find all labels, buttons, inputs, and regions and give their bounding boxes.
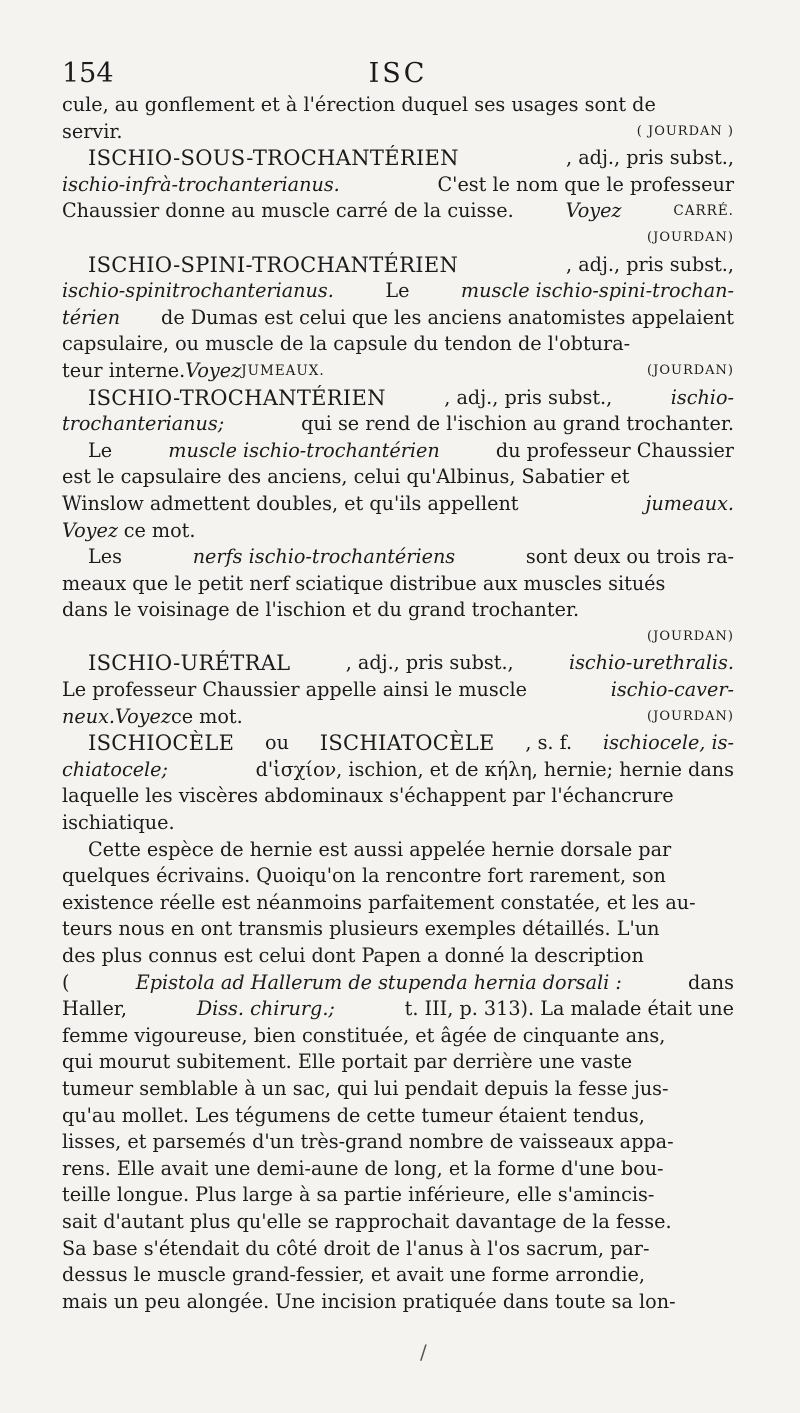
text-line	[62, 385, 734, 412]
text-segment: Diss. chirurg.;	[196, 997, 335, 1021]
text-line	[62, 597, 734, 624]
text-line	[62, 1023, 734, 1050]
text-line	[62, 145, 734, 172]
text-segment: (	[62, 970, 70, 994]
text-line	[62, 518, 734, 545]
text-segment: Voyez	[115, 704, 171, 728]
text-segment: Winslow admettent doubles, et qu'ils appellent	[62, 491, 519, 515]
text-segment: mais un peu alongée. Une incision pratiquée dans toute sa lon-	[62, 1289, 676, 1313]
text-segment: Le	[88, 438, 113, 462]
text-line	[62, 411, 734, 438]
text-segment: Voyez	[62, 518, 118, 542]
text-segment: muscle ischio-spini-trochan-	[460, 279, 734, 303]
text-segment: ce mot.	[123, 518, 196, 542]
text-line	[62, 677, 734, 704]
entry-headword: ISCHIATOCÈLE	[319, 731, 495, 756]
text-segment: existence réelle est néanmoins parfaitement constatée, et les au-	[62, 890, 696, 914]
text-segment: lisses, et parsemés d'un très-grand nombre de vaisseaux appa-	[62, 1130, 674, 1154]
text-line	[62, 730, 734, 757]
text-line	[62, 92, 734, 119]
page-header	[62, 58, 734, 92]
author-signature: (JOURDAN)	[647, 362, 734, 378]
text-segment: Sa base s'étendait du côté droit de l'anus à l'os sacrum, par-	[62, 1236, 650, 1260]
text-segment: ischio-infrà-trochanterianus.	[62, 172, 340, 196]
entry-headword: ISCHIO-TROCHANTÉRIEN	[88, 385, 386, 410]
text-segment: ou	[265, 731, 289, 755]
text-segment: meaux que le petit nerf sciatique distribue aux muscles situés	[62, 571, 666, 595]
text-line	[62, 624, 734, 651]
text-segment: Chaussier donne au muscle carré de la cuisse.	[62, 199, 514, 223]
text-segment: de Dumas est celui que les anciens anatomistes appelaient	[161, 305, 734, 329]
text-line	[62, 1209, 734, 1236]
text-segment: chiatocele;	[62, 757, 168, 781]
text-line	[62, 1182, 734, 1209]
text-line	[62, 1076, 734, 1103]
dictionary-text-body	[62, 92, 734, 1315]
text-segment: térien	[62, 305, 121, 329]
text-segment: jumeaux.	[645, 491, 734, 515]
text-segment: ischio-caver-	[610, 678, 734, 702]
text-line	[62, 571, 734, 598]
text-segment: ischio-spinitrochanterianus.	[62, 279, 334, 303]
text-segment: dans le voisinage de l'ischion et du grand trochanter.	[62, 598, 580, 622]
text-segment: ischio-	[670, 385, 734, 409]
text-line	[62, 916, 734, 943]
text-line	[62, 996, 734, 1023]
entry-headword: ISCHIOCÈLE	[88, 731, 235, 756]
text-segment: tumeur semblable à un sac, qui lui pendait depuis la fesse jus-	[62, 1076, 669, 1100]
text-segment: nerfs ischio-trochantériens	[192, 545, 456, 569]
text-segment: C'est le nom que le professeur	[437, 172, 734, 196]
text-line	[62, 1049, 734, 1076]
text-segment: JUMEAUX.	[241, 362, 325, 379]
text-segment: , adj., pris subst.,	[566, 252, 734, 276]
text-line	[62, 358, 734, 385]
text-segment: Epistola ad Hallerum de stupenda hernia dorsali :	[135, 970, 622, 994]
text-segment: CARRÉ.	[673, 203, 734, 220]
text-segment: qui mourut subitement. Elle portait par derrière une vaste	[62, 1050, 633, 1074]
text-segment: sait d'autant plus qu'elle se rapprochait davantage de la fesse.	[62, 1209, 672, 1233]
text-line	[62, 890, 734, 917]
text-segment: dessus le muscle grand-fessier, et avait une forme arrondie,	[62, 1263, 645, 1287]
text-segment: qui se rend de l'ischion au grand trochanter.	[301, 412, 734, 436]
entry-headword: ISCHIO-SOUS-TROCHANTÉRIEN	[88, 146, 459, 171]
text-segment: ischio-urethralis.	[568, 651, 734, 675]
text-line	[62, 783, 734, 810]
text-line	[62, 757, 734, 784]
entry-headword: ISCHIO-URÉTRAL	[88, 651, 291, 676]
text-segment: , adj., pris subst.,	[566, 146, 734, 170]
text-line	[62, 1156, 734, 1183]
text-segment: Voyez	[185, 358, 242, 382]
text-segment: qu'au mollet. Les tégumens de cette tumeur étaient tendus,	[62, 1103, 645, 1127]
text-segment: t. III, p. 313). La malade était une	[404, 997, 734, 1021]
author-signature: (JOURDAN)	[647, 229, 734, 245]
page-mark: /	[420, 1340, 427, 1364]
text-line	[62, 278, 734, 305]
text-segment: du professeur Chaussier	[495, 438, 734, 462]
text-line	[62, 252, 734, 279]
text-segment: trochanterianus;	[62, 412, 225, 436]
text-segment: d'ἰσχίον, ischion, et de κήλη, hernie; hernie dans	[255, 757, 734, 781]
text-segment: servir.	[62, 119, 123, 143]
text-segment: muscle ischio-trochantérien	[168, 438, 440, 462]
text-segment: ischiatique.	[62, 811, 175, 835]
text-segment: laquelle les viscères abdominaux s'échappent par l'échancrure	[62, 784, 674, 808]
text-segment: des plus connus est celui dont Papen a donné la description	[62, 944, 644, 967]
text-segment: cule, au gonflement et à l'érection duquel ses usages sont de	[62, 93, 656, 116]
text-line	[62, 650, 734, 677]
text-line	[62, 943, 734, 970]
text-segment: quelques écrivains. Quoiqu'on la rencontre fort rarement, son	[62, 864, 666, 888]
text-segment: teurs nous en ont transmis plusieurs exemples détaillés. L'un	[62, 917, 660, 941]
text-segment: teur interne.	[62, 358, 186, 382]
text-segment: Voyez	[565, 199, 622, 223]
page-number: 154	[62, 58, 114, 89]
text-line	[62, 225, 734, 252]
text-segment: est le capsulaire des anciens, celui qu'Albinus, Sabatier et	[62, 465, 630, 489]
running-head: ISC	[368, 58, 428, 89]
text-segment: rens. Elle avait une demi-aune de long, et la forme d'une bou-	[62, 1156, 664, 1180]
text-segment: , s. f.	[525, 731, 573, 755]
text-segment: , adj., pris subst.,	[345, 651, 514, 675]
text-line	[62, 1262, 734, 1289]
text-segment: ce mot.	[170, 704, 243, 728]
text-segment: neux.	[62, 704, 115, 728]
text-line	[62, 464, 734, 491]
text-line	[62, 172, 734, 199]
text-line	[62, 305, 734, 332]
text-segment: sont deux ou trois ra-	[525, 545, 734, 569]
text-line	[62, 970, 734, 997]
author-signature: (JOURDAN)	[647, 628, 734, 644]
text-line	[62, 837, 734, 864]
text-line	[62, 438, 734, 465]
entry-headword: ISCHIO-SPINI-TROCHANTÉRIEN	[88, 252, 459, 277]
text-segment: teille longue. Plus large à sa partie inférieure, elle s'amincis-	[62, 1183, 655, 1207]
text-segment: Les	[88, 545, 122, 569]
text-segment: Le professeur Chaussier appelle ainsi le muscle	[62, 678, 527, 702]
author-signature: ( JOURDAN )	[636, 123, 734, 139]
text-segment: Haller,	[62, 997, 127, 1021]
text-line	[62, 491, 734, 518]
text-line	[62, 810, 734, 837]
text-line	[62, 544, 734, 571]
text-segment: dans	[688, 970, 734, 994]
text-segment: femme vigoureuse, bien constituée, et âgée de cinquante ans,	[62, 1023, 666, 1047]
text-segment: ischiocele, is-	[602, 731, 734, 755]
text-line	[62, 1289, 734, 1316]
text-line	[62, 704, 734, 731]
text-line	[62, 1129, 734, 1156]
text-line	[62, 119, 734, 146]
text-line	[62, 331, 734, 358]
text-line	[62, 1236, 734, 1263]
text-segment: Le	[385, 279, 410, 303]
text-line	[62, 1103, 734, 1130]
text-segment: Cette espèce de hernie est aussi appelée hernie dorsale par	[88, 837, 672, 861]
author-signature: (JOURDAN)	[647, 708, 734, 724]
text-line	[62, 863, 734, 890]
text-line	[62, 198, 734, 225]
text-segment: , adj., pris subst.,	[444, 385, 613, 409]
text-segment: capsulaire, ou muscle de la capsule du tendon de l'obtura-	[62, 332, 631, 356]
